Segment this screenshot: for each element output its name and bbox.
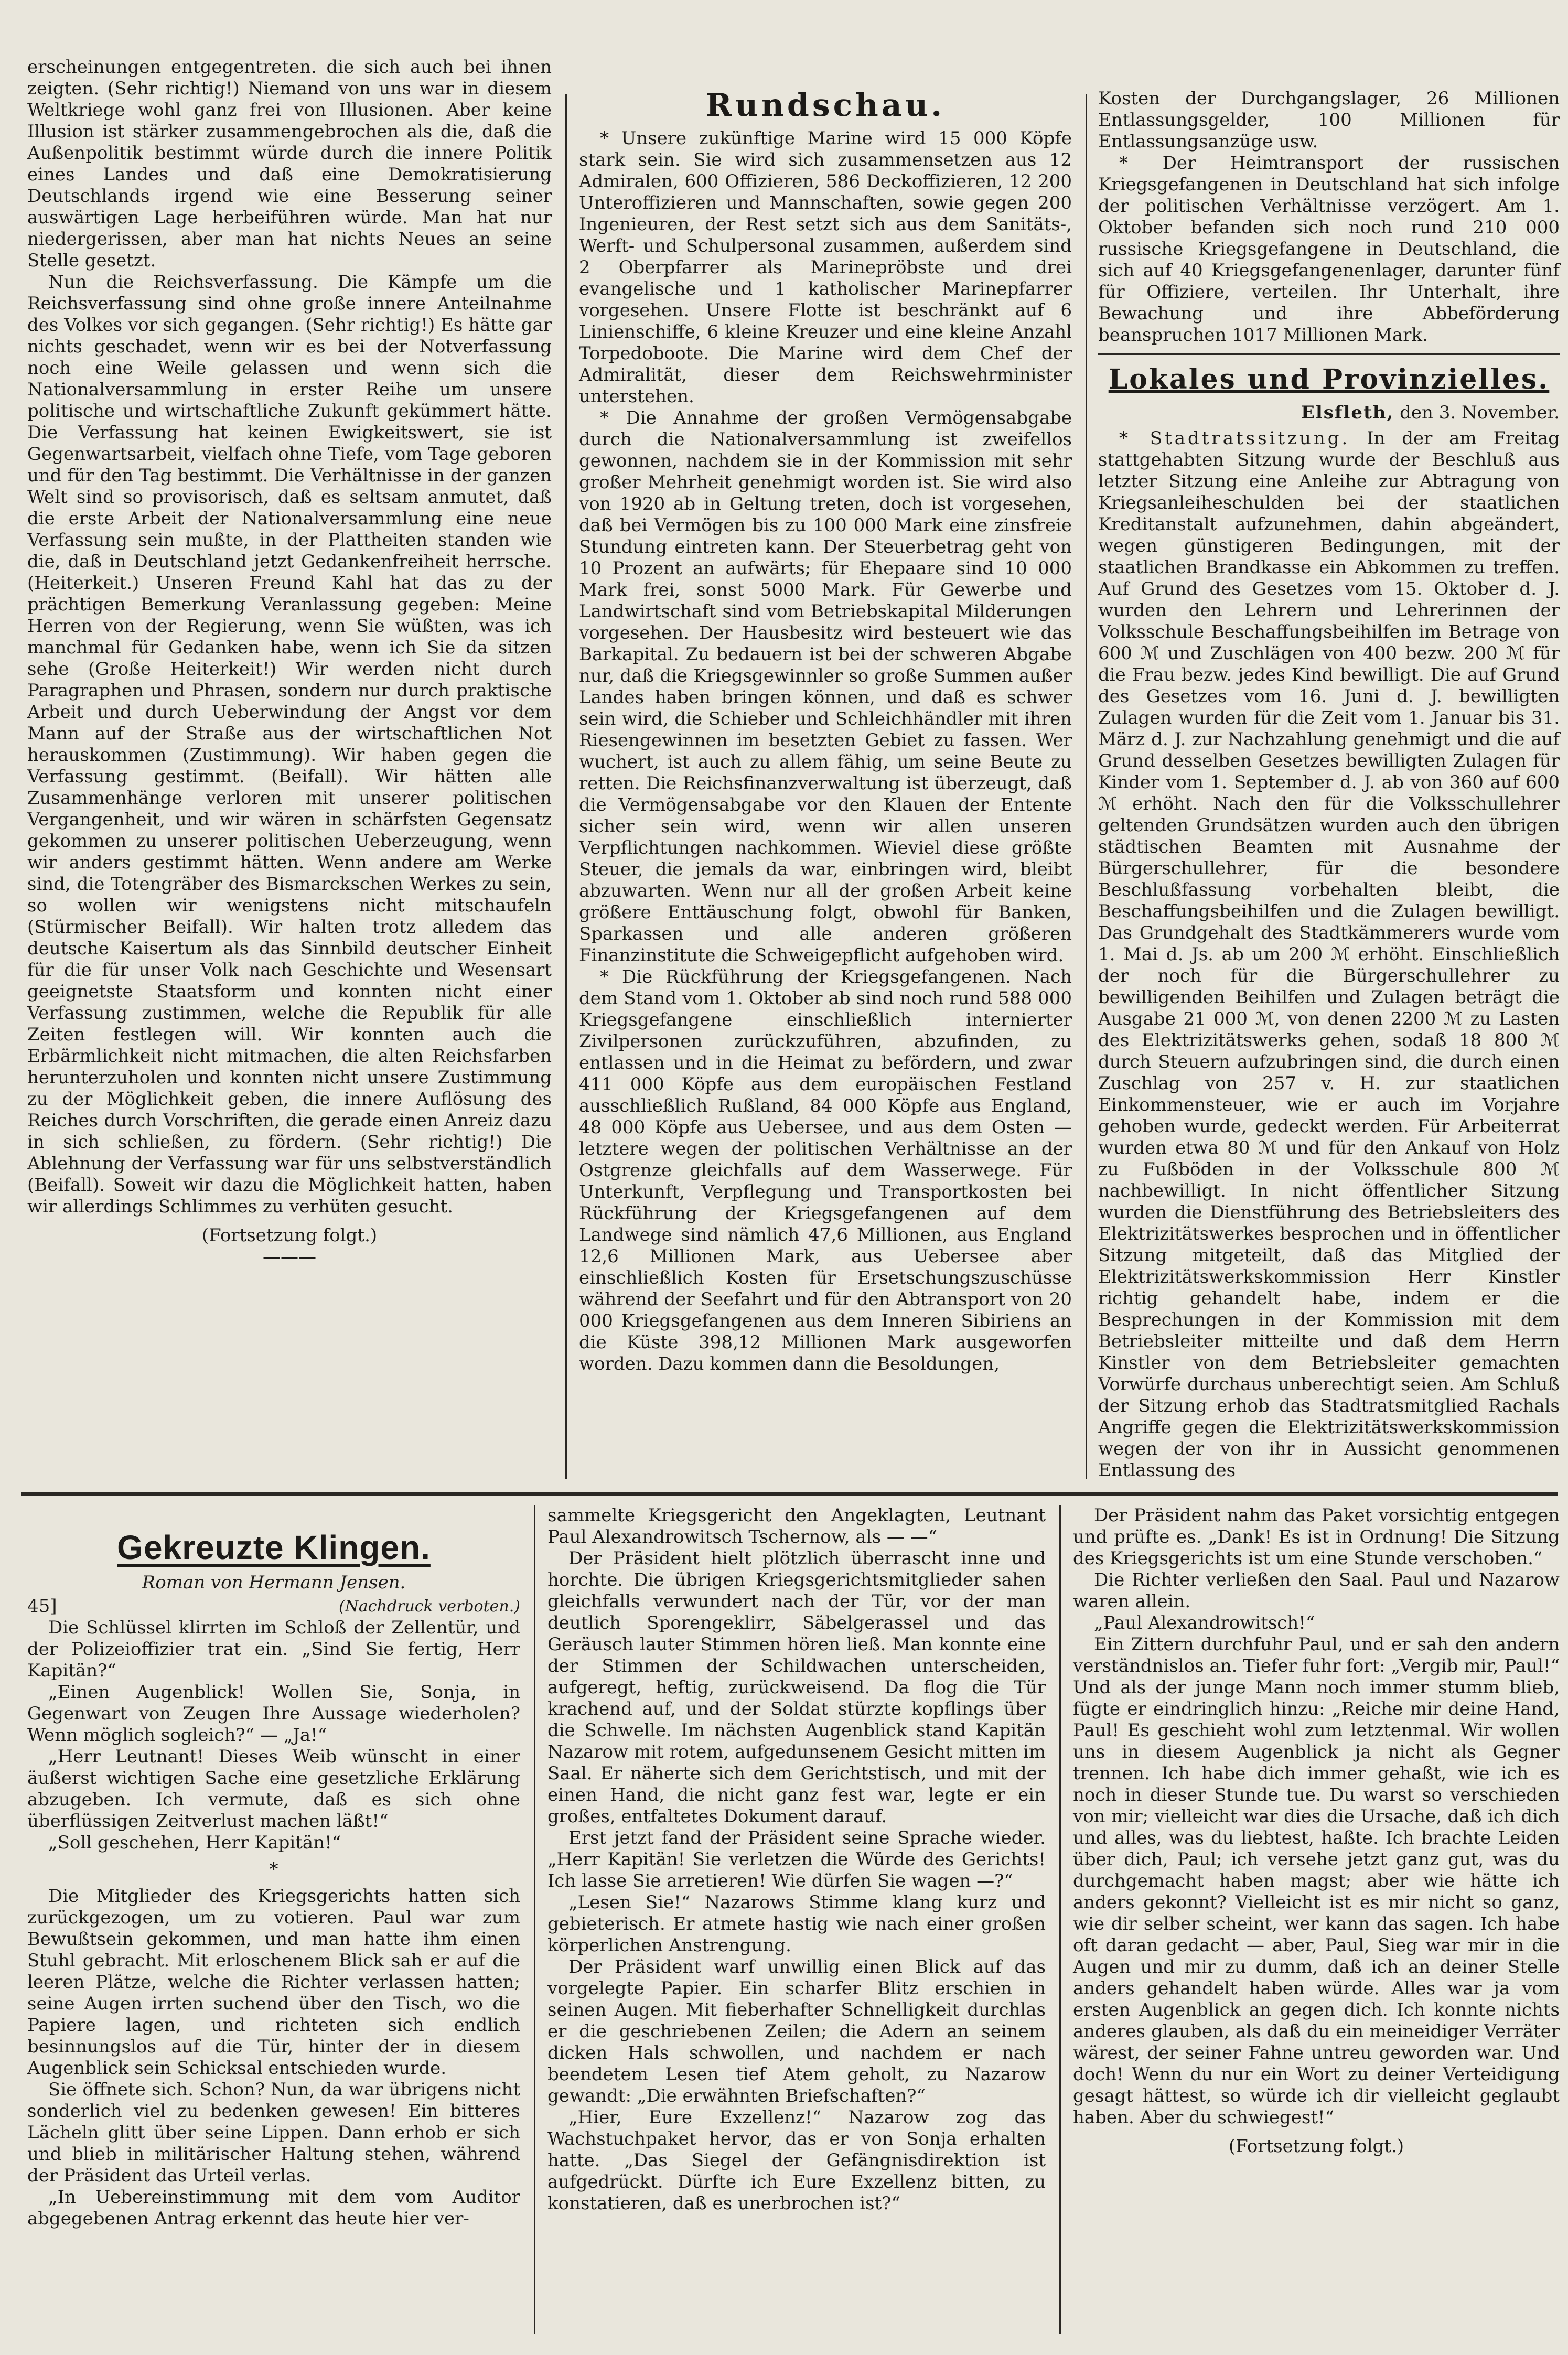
- serial-paragraph: Der Präsident warf unwillig einen Blick auf das vorgelegte Papier. Ein scharfer Blitz erschien in seinen Augen. Mit fieberhafter Schnelligkeit durchlas er die geschriebenen Zeilen; die Adern an seinem dicken Hals schwollen, und nachdem er nach beendetem Lesen tief Atem geholt, zu Nazarow gewandt: „Die erwähnten Briefschaften?“: [547, 1956, 1046, 2106]
- continued-note: (Fortsetzung folgt.): [201, 1225, 378, 1246]
- serial-author: Roman von Hermann Jensen.: [142, 1572, 406, 1593]
- news-item: * Der Heimtransport der russischen Kriegsgefangenen in Deutschland hat sich infolge der politischen Verhältnisse verzögert. Am 1. Oktober befanden sich noch rund 210 000 russische Kriegsgefangene in Deutschland, die sich auf 40 Kriegsgefangenenlager, darunter fünf für Offiziere, verteilen. Ihr Unterhalt, ihre Bewachung und ihre Abbeförderung beanspruchen 1017 Millionen Mark.: [1098, 153, 1560, 346]
- serial-paragraph: Sie öffnete sich. Schon? Nun, da war übrigens nicht sonderlich viel zu bedenken gewesen! Ein bitteres Lächeln glitt über seine Lippen. Dann erhob er sich und blieb in militärischer Haltung stehen, während der Präsident das Urteil verlas.: [27, 2079, 520, 2186]
- local-news-lead: * Stadtratssitzung.: [1119, 428, 1350, 449]
- section-separator: [1098, 353, 1560, 355]
- column-1-reichstag-speech: [27, 57, 552, 1268]
- end-dash: ———: [263, 1246, 316, 1267]
- local-news-item: [1098, 428, 1560, 1481]
- column-3-lokales: [1098, 88, 1560, 1481]
- serial-paragraph: „Hier, Eure Exzellenz!“ Nazarow zog das Wachstuchpaket hervor, das er von Sonja erhalten hatte. „Das Siegel der Gefängnisdirektion ist aufgedrückt. Dürfte ich Eure Exzellenz bitten, zu konstatieren, daß es unerbrochen ist?“: [547, 2107, 1046, 2214]
- section-heading-lokales: Lokales und Provinzielles.: [1108, 363, 1550, 395]
- serial-paragraph: „Lesen Sie!“ Nazarows Stimme klang kurz und gebieterisch. Er atmete hastig wie nach einer großen körperlichen Anstrengung.: [547, 1892, 1046, 1956]
- serial-column-2: [547, 1505, 1046, 2214]
- paragraph: Nun die Reichsverfassung. Die Kämpfe um die Reichsverfassung sind ohne große innere Anteilnahme des Volkes vor sich gegangen. (Sehr richtig!) Es hätte gar nichts geschadet, wenn wir es bei der Notverfassung noch eine Weile gelassen und wenn sich die Nationalversammlung in erster Reihe um unsere politische und wirtschaftliche Zukunft gekümmert hätte. Die Verfassung hat keinen Ewigkeitswert, sie ist Gegenwartsarbeit, vielfach ohne Tiefe, vom Tage geboren und für den Tag bestimmt. Die Verhältnisse in der ganzen Welt sind so provisorisch, daß es seltsam anmutet, daß die erste Arbeit der Nationalversammlung eine neue Verfassung sein mußte, in der Plattheiten standen wie die, daß in Deutschland jetzt Gedankenfreiheit herrsche. (Heiterkeit.) Unseren Freund Kahl hat das zu der prächtigen Bemerkung Veranlassung gegeben: Meine Herren von der Regierung, wenn Sie wüßten, was ich manchmal für Gedanken habe, wenn ich Sie da sitzen sehe (Große Heiterkeit!) Wir werden nicht durch Paragraphen und Phrasen, sondern nur durch praktische Arbeit und durch Ueberwindung der Angst vor dem Mann auf der Straße aus der wirtschaftlichen Not herauskommen (Zustimmung). Wir haben gegen die Verfassung gestimmt. (Beifall). Wir hätten alle Zusammenhänge verloren mit unserer politischen Vergangenheit, und wir wären in schärfsten Gegensatz gekommen zu unserer politischen Ueberzeugung, wenn wir anders gestimmt hätten. Wenn andere am Werke sind, die Totengräber des Bismarckschen Werkes zu sein, so wollen wir wenigstens nicht mitschaufeln (Stürmischer Beifall). Wir halten trotz alledem das deutsche Kaisertum als das Sinnbild deutscher Einheit für die für unser Volk nach Geschichte und Wesensart geeignetste Staatsform und konnten nicht einer Verfassung zustimmen, welche die Republik für alle Zeiten festlegen will. Wir konnten auch die Erbärmlichkeit nicht mitmachen, die alten Reichsfarben herunterzuholen und konnten nicht unsere Zustimmung zu der Möglichkeit geben, die innere Auflösung des Reiches durch Vorschriften, die gerade einen Anreiz dazu in sich schließen, zu fördern. (Sehr richtig!) Die Ablehnung der Verfassung war für uns selbstverständlich (Beifall). Soweit wir dazu die Möglichkeit hatten, haben wir allerdings Schlimmes zu verhüten gesucht.: [27, 272, 552, 1217]
- serial-paragraph: Die Schlüssel klirrten im Schloß der Zellentür, und der Polizeioffizier trat ein. „Sind Sie fertig, Herr Kapitän?“: [27, 1617, 520, 1681]
- column-divider: [565, 94, 567, 1479]
- serial-title: Gekreuzte Klingen.: [117, 1529, 431, 1566]
- serial-paragraph: „Einen Augenblick! Wollen Sie, Sonja, in Gegenwart von Zeugen Ihre Aussage wiederholen? Wenn möglich sogleich?“ — „Ja!“: [27, 1682, 520, 1746]
- serial-paragraph: Erst jetzt fand der Präsident seine Sprache wieder. „Herr Kapitän! Sie verletzen die Würde des Gerichts! Ich lasse Sie arretieren! Wie dürfen Sie wagen —?“: [547, 1827, 1046, 1891]
- serial-paragraph: sammelte Kriegsgericht den Angeklagten, Leutnant Paul Alexandrowitsch Tschernow, als — —“: [547, 1505, 1046, 1547]
- serial-number: 45]: [27, 1596, 57, 1617]
- serial-paragraph: „Paul Alexandrowitsch!“: [1094, 1612, 1315, 1633]
- dateline-date: den 3. November.: [1400, 402, 1560, 423]
- dateline-place: Elsfleth,: [1301, 402, 1394, 423]
- serial-paragraph: Ein Zittern durchfuhr Paul, und er sah den andern verständnislos an. Tiefer fuhr fort: „Vergib mir, Paul!“ Und als der junge Mann noch immer stumm blieb, fügte er eindringlich hinzu: „Reiche mir deine Hand, Paul! Es geschieht wohl zum letztenmal. Wir wollen uns in diesem Augenblick ja nicht als Gegner trennen. Ich habe dich immer gehaßt, wie ich es noch in dieser Stunde tue. Du warst so verschieden von mir; vielleicht war dies die Ursache, daß ich dich und alles, was du liebtest, haßte. Ich brachte Leiden über dich, Paul; ich versehe jetzt ganz gut, was du durchgemacht haben magst; aber wie hätte ich anders gekonnt? Vielleicht ist es mir nicht so ganz, wie dir selber scheint, wer kann das sagen. Ich habe oft daran gedacht — aber, Paul, Sieg war mir in die Augen und mir zu dumm, daß ich an deiner Stelle anders gehandelt haben würde. Alles war ja vom ersten Augenblick an gegen dich. Ich konnte nichts anderes glauben, als daß du ein meineidiger Verräter wärest, der seiner Fahne untreu geworden war. Und doch! Wenn du nur ein Wort zu deiner Verteidigung gesagt hättest, so würde ich dir vielleicht geglaubt haben. Aber du schwiegest!“: [1073, 1634, 1560, 2128]
- dateline: [1098, 402, 1560, 424]
- serial-paragraph: „In Uebereinstimmung mit dem vom Auditor abgegebenen Antrag erkennt das heute hier ver-: [27, 2187, 520, 2229]
- serial-paragraph: Der Präsident hielt plötzlich überrascht inne und horchte. Die übrigen Kriegsgerichtsmitglieder sahen gleichfalls verwundert nach der Tür, vor der man deutlich Sporengeklirr, Säbelgerassel und das Geräusch lauter Stimmen hören ließ. Man konnte eine der Stimmen der Schildwachen unterscheiden, aufgeregt, heftig, zurückweisend. Da flog die Tür krachend auf, und der Soldat stürzte kopflings über die Schwelle. Im nächsten Augenblick stand Kapitän Nazarow mit rotem, aufgedunsenem Gesicht mitten im Saal. Er näherte sich dem Gerichtstisch, und mit der einen Hand, die nicht ganz fest war, legte er ein großes, entfaltetes Dokument darauf.: [547, 1548, 1046, 1827]
- serial-separator: [21, 1492, 1558, 1496]
- column-divider: [1059, 1505, 1061, 2334]
- serial-paragraph: Die Mitglieder des Kriegsgerichts hatten sich zurückgezogen, um zu votieren. Paul war zum Bewußtsein gekommen, und man hatte ihm einen Stuhl gebracht. Mit erloschenem Blick sah er auf die leeren Plätze, welche die Richter verlassen hatten; seine Augen irrten suchend über den Tisch, wo die Papiere lagen, und richteten sich endlich besinnungslos auf die Tür, hinter der in diesem Augenblick sein Schicksal entschieden wurde.: [27, 1886, 520, 2079]
- local-news-text: In der am Freitag stattgehabten Sitzung wurde der Beschluß aus letzter Sitzung eine Anleihe zur Abtragung von Kriegsanleiheschulden bei der staatlichen Kreditanstalt aufzunehmen, dahin abgeändert, wegen günstigeren Bedingungen, mit der staatlichen Brandkasse ein Abkommen zu treffen. Auf Grund des Gesetzes vom 15. Oktober d. J. wurden den Lehrern und Lehrerinnen der Volksschule Beschaffungsbeihilfen im Betrage von 600 ℳ und Zuschlägen von 400 bezw. 200 ℳ für die Frau bezw. jedes Kind bewilligt. Die auf Grund des Gesetzes vom 16. Juni d. J. bewilligten Zulagen wurden für die Zeit vom 1. Januar bis 31. März d. J. zur Nachzahlung genehmigt und die auf Grund desselben Gesetzes bewilligten Zulagen für Kinder vom 1. September d. J. ab von 360 auf 600 ℳ erhöht. Nach den für die Volksschullehrer geltenden Grundsätzen wurden auch den übrigen städtischen Beamten mit Ausnahme der Bürgerschullehrer, für die besondere Beschlußfassung vorbehalten bleibt, die Beschaffungsbeihilfen und die Zulagen bewilligt. Das Grundgehalt des Stadtkämmerers wurde vom 1. Mai d. Js. ab um 200 ℳ erhöht. Einschließlich der noch für die Bürgerschullehrer zu bewilligenden Beihilfen und Zulagen beträgt die Ausgabe 21 000 ℳ, von denen 2200 ℳ zu Lasten des Elektrizitätswerks gehen, sodaß 18 800 ℳ durch Steuern aufzubringen sind, die durch einen Zuschlag von 257 v. H. zur staatlichen Einkommensteuer, wie er auch im Vorjahre gehoben wurde, gedeckt werden. Für Arbeiterrat wurden etwa 80 ℳ und für den Ankauf von Holz zu Fußböden in der Volksschule 800 ℳ nachbewilligt. In nicht öffentlicher Sitzung wurden die Dienstführung des Betriebsleiters des Elektrizitätswerkes besprochen und in öffentlicher Sitzung mitgeteilt, daß das Mitglied der Elektrizitätswerkskommission Herr Kinstler richtig gehandelt habe, indem er die Besprechungen in der Kommission mit dem Betriebsleiter mitteilte und daß dem Herrn Kinstler von dem Betriebsleiter gemachten Vorwürfe durchaus unberechtigt seien. Am Schluß der Sitzung erhob das Stadtratsmitglied Rachals Angriffe gegen die Elektrizitätswerkskommission wegen der von ihr in Aussicht genommenen Entlassung des: [1098, 428, 1560, 1481]
- serial-paragraph: Die Richter verließen den Saal. Paul und Nazarow waren allein.: [1073, 1569, 1560, 1612]
- news-item: * Die Rückführung der Kriegsgefangenen. Nach dem Stand vom 1. Oktober ab sind noch rund 588 000 Kriegsgefangene einschließlich internierter Zivilpersonen zurückzuführen, abzufinden, zu entlassen und in die Heimat zu befördern, und zwar 411 000 Köpfe aus dem europäischen Festland ausschließlich Rußland, 84 000 Köpfe aus England, 48 000 Köpfe aus Uebersee, und aus dem Osten — letztere wegen der politischen Verhältnisse an der Ostgrenze gleichfalls auf dem Wasserwege. Für Unterkunft, Verpflegung und Transportkosten bei Rückführung der Kriegsgefangenen auf dem Landwege sind nämlich 47,6 Millionen, aus England 12,6 Millionen Mark, aus Uebersee aber einschließlich Kosten für Ersetschungszuschüsse während der Seefahrt und für den Abtransport von 20 000 Kriegsgefangenen aus dem Inneren Sibiriens an die Küste 398,12 Millionen Mark ausgeworfen worden. Dazu kommen dann die Besoldungen,: [579, 966, 1072, 1374]
- scene-break: *: [269, 1859, 278, 1880]
- news-item: * Die Annahme der großen Vermögensabgabe durch die Nationalversammlung ist zweifellos gewonnen, nachdem sie in der Kommission mit sehr großer Mehrheit genehmigt worden ist. Sie wird also von 1920 ab in Geltung treten, doch ist vorgesehen, daß bei Vermögen bis zu 100 000 Mark eine zinsfreie Stundung eintreten kann. Der Steuerbetrag geht von 10 Prozent an aufwärts; für Ehepaare sind 10 000 Mark frei, sonst 5000 Mark. Für Gewerbe und Landwirtschaft sind vom Betriebskapital Milderungen vorgesehen. Der Hausbesitz wird besteuert wie das Barkapital. Zu bedauern ist bei der schweren Abgabe nur, daß die Kriegsgewinnler so große Summen außer Landes haben bringen können, und daß es schwer sein wird, die Schieber und Schleichhändler mit ihren Riesengewinnen im besetzten Gebiet zu fassen. Wer wuchert, ist auch zu allem fähig, um seine Beute zu retten. Die Reichsfinanzverwaltung ist überzeugt, daß die Vermögensabgabe vor den Klauen der Entente sicher sein wird, wenn wir allen unseren Verpflichtungen nachkommen. Wieviel diese größte Steuer, die jemals da war, einbringen wird, bleibt abzuwarten. Wenn nur all der großen Arbeit keine größere Enttäuschung folgt, obwohl für Banken, Sparkassen und alle anderen größeren Finanzinstitute die Schweigepflicht aufgehoben wird.: [579, 407, 1072, 966]
- paragraph: erscheinungen entgegentreten. die sich auch bei ihnen zeigten. (Sehr richtig!) Niemand von uns war in diesem Weltkriege wohl ganz frei von Illusionen. Aber keine Illusion ist stärker zusammengebrochen als die, daß die Außenpolitik bestimmt würde durch die innere Politik eines Landes und daß eine Demokratisierung Deutschlands irgend wie eine Besserung seiner auswärtigen Lage herbeiführen würde. Man hat nur niedergerissen, aber man hat nichts Neues an seine Stelle gesetzt.: [27, 57, 552, 271]
- column-2-rundschau: [579, 88, 1072, 1375]
- column-divider: [1086, 94, 1087, 1479]
- serial-column-1: [27, 1515, 520, 2230]
- news-item: * Unsere zukünftige Marine wird 15 000 Köpfe stark sein. Sie wird sich zusammensetzen aus 12 Admiralen, 600 Offizieren, 586 Deckoffizieren, 12 200 Unteroffizieren und Mannschaften, sowie gegen 200 Ingenieuren, der Rest setzt sich aus dem Sanitäts-, Werft- und Schulpersonal zusammen, außerdem sind 2 Oberpfarrer als Marinepröbste und drei evangelische und 1 katholischer Marinepfarrer vorgesehen. Unsere Flotte ist beschränkt auf 6 Linienschiffe, 6 kleine Kreuzer und eine kleine Anzahl Torpedoboote. Die Marine wird dem Chef der Admiralität, dieser dem Reichswehrminister unterstehen.: [579, 128, 1072, 407]
- news-item: Kosten der Durchgangslager, 26 Millionen Entlassungsgelder, 100 Millionen für Entlassungsanzüge usw.: [1098, 88, 1560, 152]
- serial-paragraph: „Soll geschehen, Herr Kapitän!“: [48, 1832, 341, 1853]
- serial-rights: (Nachdruck verboten.): [338, 1597, 520, 1616]
- section-heading-rundschau: Rundschau.: [705, 87, 946, 124]
- serial-column-3: [1073, 1505, 1560, 2157]
- serial-paragraph: „Herr Leutnant! Dieses Weib wünscht in einer äußerst wichtigen Sache eine gesetzliche Erklärung abzugeben. Ich vermute, daß es sich ohne überflüssigen Zeitverlust machen läßt!“: [27, 1746, 520, 1832]
- continued-note: (Fortsetzung folgt.): [1228, 2136, 1404, 2157]
- serial-paragraph: Der Präsident nahm das Paket vorsichtig entgegen und prüfte es. „Dank! Es ist in Ordnung! Die Sitzung des Kriegsgerichts ist um eine Stunde verschoben.“: [1073, 1505, 1560, 1569]
- serial-meta: [27, 1596, 520, 1617]
- column-divider: [534, 1505, 535, 2334]
